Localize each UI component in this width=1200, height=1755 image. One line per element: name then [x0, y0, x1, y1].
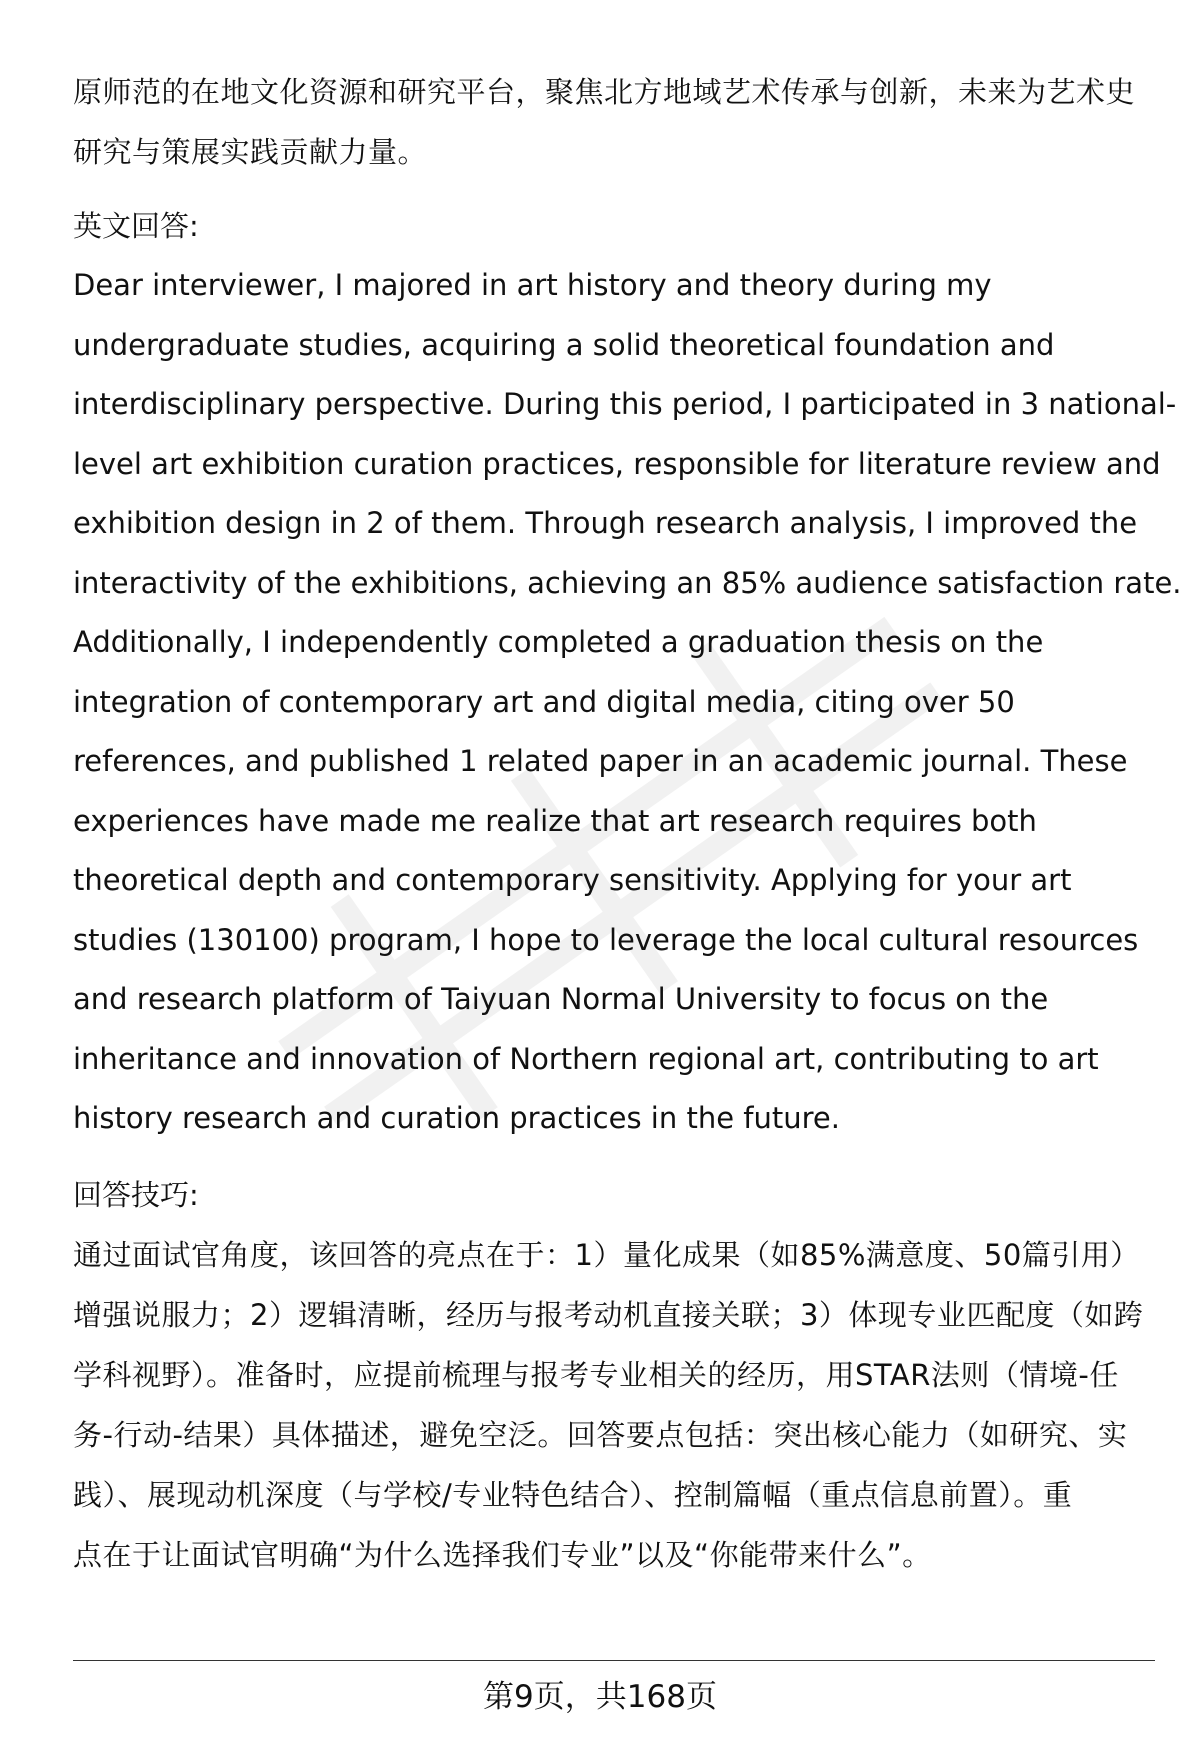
- tips-section: [73, 1165, 1153, 1585]
- text-line: 原师范的在地文化资源和研究平台，聚焦北方地域艺术传承与创新，未来为艺术史: [73, 75, 1136, 109]
- text-line: references, and published 1 related paper in an academic journal. These: [73, 744, 1128, 778]
- page-content: [73, 62, 1182, 1585]
- text-line: 增强说服力；2）逻辑清晰，经历与报考动机直接关联；3）体现专业匹配度（如跨: [73, 1297, 1144, 1332]
- text-line: inheritance and innovation of Northern regional art, contributing to art: [73, 1041, 1099, 1076]
- text-line: 践）、展现动机深度（与学校/专业特色结合）、控制篇幅（重点信息前置）。重: [73, 1477, 1073, 1512]
- text-line: interdisciplinary perspective. During this period, I participated in 3 national-: [73, 387, 1177, 421]
- text-line: 学科视野）。准备时，应提前梳理与报考专业相关的经历，用STAR法则（情境-任: [73, 1357, 1119, 1392]
- text-line: undergraduate studies, acquiring a solid theoretical foundation and: [73, 327, 1055, 362]
- text-line: exhibition design in 2 of them. Through research analysis, I improved the: [73, 506, 1138, 540]
- page-number: 第9页，共168页: [483, 1679, 717, 1715]
- text-line: experiences have made me realize that art research requires both: [73, 803, 1037, 838]
- text-line: 研究与策展实践贡献力量。: [73, 135, 428, 169]
- text-line: interactivity of the exhibitions, achieving an 85% audience satisfaction rate.: [73, 565, 1182, 600]
- section-heading: 回答技巧:: [73, 1177, 199, 1212]
- footer-divider: [73, 1660, 1155, 1661]
- text-line: Dear interviewer, I majored in art history and theory during my: [73, 268, 992, 302]
- text-line: and research platform of Taiyuan Normal University to focus on the: [73, 982, 1049, 1016]
- section-heading: 英文回答:: [73, 209, 199, 243]
- intro-tail-paragraph: [73, 62, 1153, 182]
- text-line: 通过面试官角度，该回答的亮点在于：1）量化成果（如85%满意度、50篇引用）: [73, 1237, 1140, 1272]
- text-line: level art exhibition curation practices, responsible for literature review and: [73, 446, 1161, 481]
- text-line: 务-行动-结果）具体描述，避免空泛。回答要点包括：突出核心能力（如研究、实: [73, 1417, 1128, 1452]
- text-line: studies (130100) program, I hope to leverage the local cultural resources: [73, 922, 1139, 957]
- text-line: history research and curation practices in the future.: [73, 1101, 840, 1135]
- text-line: theoretical depth and contemporary sensitivity. Applying for your art: [73, 863, 1072, 897]
- text-line: integration of contemporary art and digital media, citing over 50: [73, 684, 1015, 719]
- english-answer-section: [73, 196, 1182, 1149]
- text-line: 点在于让面试官明确“为什么选择我们专业”以及“你能带来什么”。: [73, 1537, 932, 1572]
- text-line: Additionally, I independently completed a graduation thesis on the: [73, 625, 1044, 659]
